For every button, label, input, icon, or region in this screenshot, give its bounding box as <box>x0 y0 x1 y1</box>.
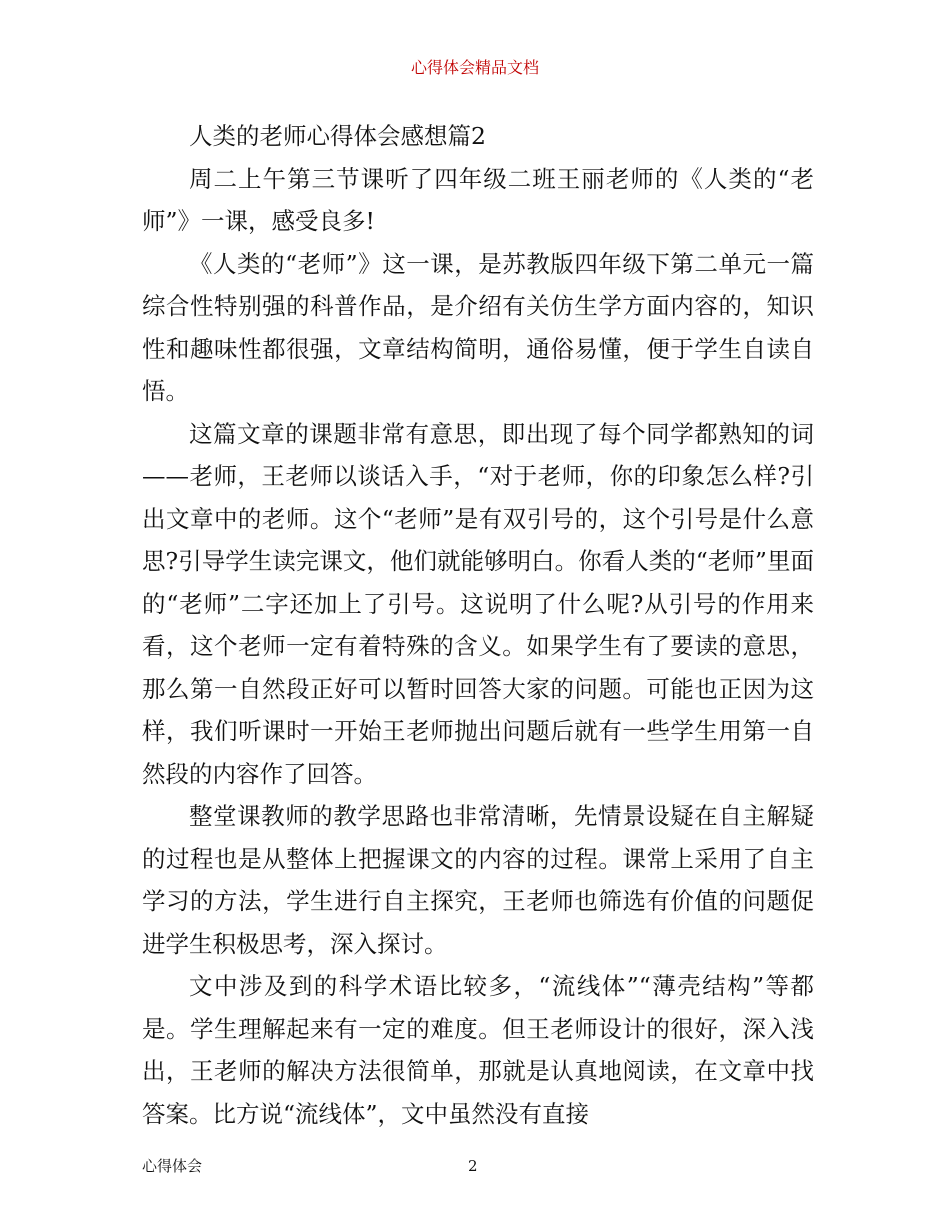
page-header: 心得体会精品文档 <box>410 58 539 77</box>
paragraph-1: 周二上午第三节课听了四年级二班王丽老师的《人类的“老师”》一课，感受良多! <box>142 164 814 235</box>
paragraph-5: 文中涉及到的科学术语比较多，“流线体”“薄壳结构”等都是。学生理解起来有一定的难度。但王老师设计的很好，深入浅出，王老师的解决方法很简单，那就是认真地阅读，在文章中找答案。比方说“流线体”，文中虽然没有直接 <box>142 972 814 1128</box>
document-body <box>142 115 814 1135</box>
document-title: 人类的老师心得体会感想篇2 <box>189 122 486 150</box>
paragraph-4: 整堂课教师的教学思路也非常清晰，先情景设疑在自主解疑的过程也是从整体上把握课文的内容的过程。课常上采用了自主学习的方法，学生进行自主探究，王老师也筛选有价值的问题促进学生积极思考，深入探讨。 <box>142 802 814 958</box>
paragraph-3: 这篇文章的课题非常有意思，即出现了每个同学都熟知的词——老师，王老师以谈话入手，“对于老师，你的印象怎么样?引出文章中的老师。这个“老师”是有双引号的，这个引号是什么意思?引导学生读完课文，他们就能够明白。你看人类的“老师”里面的“老师”二字还加上了引号。这说明了什么呢?从引号的作用来看，这个老师一定有着特殊的含义。如果学生有了要读的意思，那么第一自然段正好可以暂时回答大家的问题。可能也正因为这样，我们听课时一开始王老师抛出问题后就有一些学生用第一自然段的内容作了回答。 <box>142 419 814 788</box>
footer-label: 心得体会 <box>142 1157 203 1175</box>
page-number: 2 <box>468 1157 478 1175</box>
paragraph-2: 《人类的“老师”》这一课，是苏教版四年级下第二单元一篇综合性特别强的科普作品，是介绍有关仿生学方面内容的，知识性和趣味性都很强，文章结构简明，通俗易懂，便于学生自读自悟。 <box>142 249 814 405</box>
